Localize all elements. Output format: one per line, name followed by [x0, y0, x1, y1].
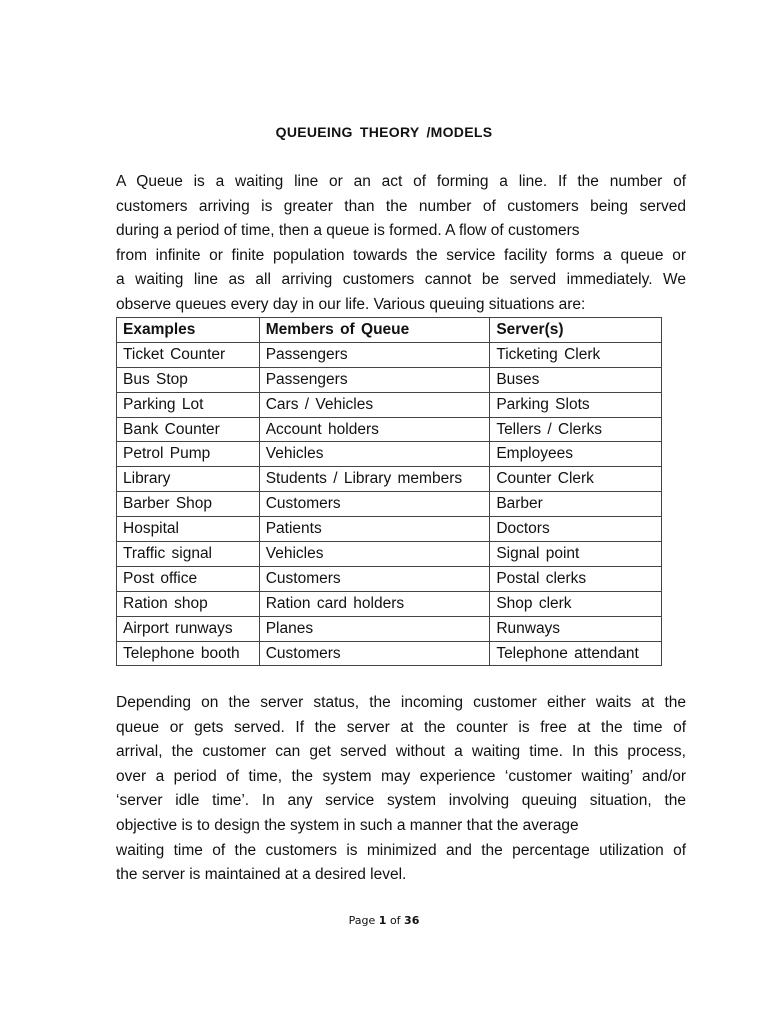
server-cell: Doctors	[490, 517, 662, 542]
example-cell: Library	[117, 467, 260, 492]
table-row	[117, 591, 662, 616]
intro-line: from infinite or finite population towards the service facility forms a queue or	[116, 246, 686, 264]
server-cell: Postal clerks	[490, 566, 662, 591]
table-row	[117, 616, 662, 641]
outro-line: the server is maintained at a desired level.	[116, 866, 407, 884]
table-row	[117, 566, 662, 591]
outro-line: objective is to design the system in such a manner that the average	[116, 816, 579, 834]
example-cell: Bank Counter	[117, 417, 260, 442]
members-cell: Ration card holders	[259, 591, 490, 616]
server-cell: Parking Slots	[490, 392, 662, 417]
example-cell: Airport runways	[117, 616, 260, 641]
members-cell: Customers	[259, 566, 490, 591]
outro-line: arrival, the customer can get served without a waiting time. In this process,	[116, 743, 686, 761]
example-cell: Post office	[117, 566, 260, 591]
example-cell: Barber Shop	[117, 492, 260, 517]
intro-line: observe queues every day in our life. Various queuing situations are:	[116, 295, 586, 313]
members-cell: Customers	[259, 492, 490, 517]
server-cell: Runways	[490, 616, 662, 641]
intro-line: during a period of time, then a queue is formed. A flow of customers	[116, 222, 580, 240]
example-cell: Bus Stop	[117, 367, 260, 392]
server-cell: Employees	[490, 442, 662, 467]
members-cell: Account holders	[259, 417, 490, 442]
server-cell: Telephone attendant	[490, 641, 662, 666]
example-cell: Parking Lot	[117, 392, 260, 417]
intro-line: A Queue is a waiting line or an act of forming a line. If the number of	[116, 173, 686, 190]
example-cell: Ticket Counter	[117, 342, 260, 367]
table-row	[117, 342, 662, 367]
page-footer	[0, 914, 768, 927]
server-cell: Ticketing Clerk	[490, 342, 662, 367]
intro-paragraph	[116, 170, 686, 318]
column-header-examples: Examples	[117, 318, 260, 343]
outro-paragraph	[116, 691, 686, 888]
table-row	[117, 392, 662, 417]
server-cell: Tellers / Clerks	[490, 417, 662, 442]
outro-line: ‘server idle time’. In any service system involving queuing situation, the	[116, 792, 686, 810]
server-cell: Counter Clerk	[490, 467, 662, 492]
page-title: QUEUEING THEORY /MODELS	[275, 124, 493, 140]
footer-of-word: of	[389, 914, 401, 927]
server-cell: Barber	[490, 492, 662, 517]
table-row	[117, 492, 662, 517]
column-header-servers: Server(s)	[490, 318, 662, 343]
members-cell: Passengers	[259, 367, 490, 392]
table-row	[117, 367, 662, 392]
example-cell: Petrol Pump	[117, 442, 260, 467]
footer-total-pages: 36	[404, 914, 420, 927]
table-row	[117, 542, 662, 567]
example-cell: Ration shop	[117, 591, 260, 616]
members-cell: Passengers	[259, 342, 490, 367]
queuing-situations-table	[116, 317, 662, 666]
outro-line: Depending on the server status, the incoming customer either waits at the	[116, 694, 686, 711]
footer-page-word: Page	[348, 914, 376, 927]
intro-line: customers arriving is greater than the number of customers being served	[116, 197, 686, 215]
footer-page-number: 1	[378, 914, 387, 927]
outro-line: over a period of time, the system may experience ‘customer waiting’ and/or	[116, 767, 686, 785]
members-cell: Cars / Vehicles	[259, 392, 490, 417]
members-cell: Planes	[259, 616, 490, 641]
table-header-row	[117, 318, 662, 343]
column-header-members-of-queue: Members of Queue	[259, 318, 490, 343]
server-cell: Shop clerk	[490, 591, 662, 616]
members-cell: Vehicles	[259, 442, 490, 467]
server-cell: Signal point	[490, 542, 662, 567]
example-cell: Traffic signal	[117, 542, 260, 567]
members-cell: Vehicles	[259, 542, 490, 567]
outro-line: queue or gets served. If the server at the counter is free at the time of	[116, 718, 686, 736]
table-row	[117, 517, 662, 542]
server-cell: Buses	[490, 367, 662, 392]
members-cell: Customers	[259, 641, 490, 666]
outro-line: waiting time of the customers is minimized and the percentage utilization of	[116, 841, 686, 859]
example-cell: Hospital	[117, 517, 260, 542]
members-cell: Patients	[259, 517, 490, 542]
intro-line: a waiting line as all arriving customers cannot be served immediately. We	[116, 271, 686, 289]
table-row	[117, 467, 662, 492]
members-cell: Students / Library members	[259, 467, 490, 492]
table-row	[117, 442, 662, 467]
table-row	[117, 641, 662, 666]
table-body	[117, 342, 662, 666]
table-row	[117, 417, 662, 442]
example-cell: Telephone booth	[117, 641, 260, 666]
